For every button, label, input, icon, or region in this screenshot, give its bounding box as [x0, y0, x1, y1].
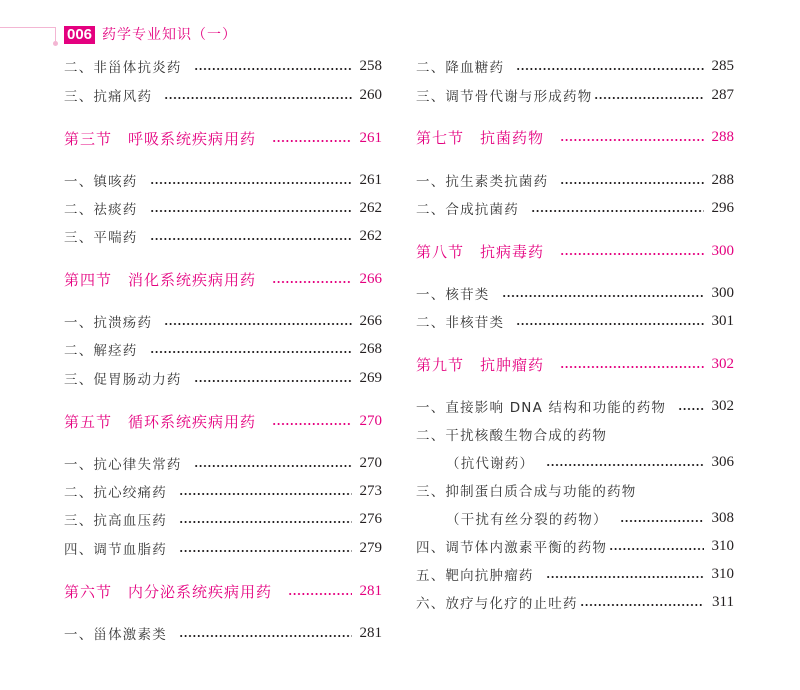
entry-title: 一、核苷类: [416, 287, 490, 303]
dot-leader: [272, 281, 352, 283]
entry-title: 五、靶向抗肿瘤药: [416, 568, 534, 584]
toc-entry[interactable]: [416, 395, 734, 417]
page-number: 285: [711, 57, 734, 74]
section-title: [416, 241, 544, 262]
entry-title: 六、放疗与化疗的止吐药: [416, 596, 578, 612]
toc-entry[interactable]: [416, 310, 734, 332]
page-number: 261: [359, 171, 382, 188]
toc-entry[interactable]: [64, 169, 382, 191]
entry-title: 三、抗痛风药: [64, 89, 153, 105]
dot-leader: [620, 520, 704, 522]
page-number: 258: [359, 57, 382, 74]
entry-title: 一、直接影响 DNA 结构和功能的药物: [416, 400, 667, 416]
entry-title: 一、镇咳药: [64, 174, 138, 190]
dot-leader: [516, 323, 704, 325]
page-number: 310: [711, 565, 734, 582]
section-title: [64, 581, 272, 602]
section-number: 第七节: [416, 128, 465, 147]
dot-leader: [272, 423, 352, 425]
entry-title: 二、降血糖药: [416, 60, 505, 76]
page-number: 268: [359, 340, 382, 357]
page-number: 287: [711, 86, 734, 103]
page-number: 260: [359, 86, 382, 103]
entry-title: 三、抗高血压药: [64, 513, 167, 529]
toc-entry[interactable]: [416, 591, 734, 613]
entry-title: 二、非甾体抗炎药: [64, 60, 182, 76]
page-number: 300: [711, 242, 734, 259]
dot-leader: [560, 253, 704, 255]
page-number-badge: 006: [64, 26, 95, 44]
toc-entry[interactable]: [416, 563, 734, 585]
dot-leader: [150, 238, 353, 240]
entry-title: 三、平喘药: [64, 230, 138, 246]
section-name: 呼吸系统疾病用药: [128, 129, 257, 148]
toc-entry[interactable]: [64, 508, 382, 530]
dot-leader: [194, 465, 352, 467]
entry-title: 三、调节骨代谢与形成药物: [416, 89, 593, 105]
header-rule-dot: [53, 41, 58, 46]
toc-entry[interactable]: [64, 537, 382, 559]
entry-title: 四、调节血脂药: [64, 542, 167, 558]
section-number: 第三节: [64, 129, 113, 148]
section-name: 内分泌系统疾病用药: [128, 582, 273, 601]
dot-leader: [164, 97, 352, 99]
toc-section-heading[interactable]: [64, 127, 382, 149]
entry-title: 一、抗溃疡药: [64, 315, 153, 331]
toc-entry[interactable]: [416, 169, 734, 191]
dot-leader: [502, 295, 705, 297]
dot-leader: [179, 550, 352, 552]
page-number: 276: [359, 510, 382, 527]
section-name: 抗肿瘤药: [480, 355, 545, 374]
toc-entry[interactable]: [64, 622, 382, 644]
toc-section-heading[interactable]: [64, 268, 382, 290]
toc-entry[interactable]: [64, 480, 382, 502]
header-rule: [0, 27, 55, 28]
section-title: [416, 127, 544, 148]
section-title: [64, 411, 256, 432]
dot-leader: [179, 521, 352, 523]
entry-title: 二、祛痰药: [64, 202, 138, 218]
page-number: 270: [359, 454, 382, 471]
section-name: 循环系统疾病用药: [128, 412, 257, 431]
page-number: 281: [359, 582, 382, 599]
dot-leader: [560, 139, 704, 141]
dot-leader: [272, 140, 352, 142]
page-number: 281: [359, 624, 382, 641]
dot-leader: [179, 493, 352, 495]
entry-title: 二、解痉药: [64, 343, 138, 359]
dot-leader: [678, 408, 704, 410]
toc-entry[interactable]: [416, 55, 734, 77]
dot-leader: [531, 210, 704, 212]
page-number: 302: [711, 397, 734, 414]
header-rule-vertical: [55, 27, 56, 42]
page-number: 296: [711, 199, 734, 216]
dot-leader: [194, 380, 352, 382]
page-number: 270: [359, 412, 382, 429]
toc-entry[interactable]: [64, 367, 382, 389]
book-title: 药学专业知识（一）: [102, 27, 237, 43]
dot-leader: [560, 182, 704, 184]
dot-leader: [164, 323, 352, 325]
section-number: 第九节: [416, 355, 465, 374]
toc-section-heading[interactable]: [64, 580, 382, 602]
toc-entry[interactable]: [416, 84, 734, 106]
dot-leader: [546, 464, 704, 466]
toc-entry[interactable]: [64, 452, 382, 474]
page-number: 306: [711, 453, 734, 470]
toc-entry[interactable]: [416, 507, 734, 529]
toc-entry[interactable]: [416, 197, 734, 219]
entry-title: 四、调节体内激素平衡的药物: [416, 540, 608, 556]
page-number: 279: [359, 539, 382, 556]
entry-title: 一、抗心律失常药: [64, 457, 182, 473]
page-number: 266: [359, 312, 382, 329]
toc-entry[interactable]: [416, 451, 734, 473]
toc-entry[interactable]: [64, 338, 382, 360]
dot-leader: [150, 210, 353, 212]
entry-title: 三、抑制蛋白质合成与功能的药物: [416, 484, 637, 500]
page-number: 300: [711, 284, 734, 301]
entry-title: （干扰有丝分裂的药物）: [446, 512, 608, 528]
dot-leader: [560, 366, 704, 368]
page-number: 301: [711, 312, 734, 329]
dot-leader: [609, 548, 704, 550]
entry-title: 二、抗心绞痛药: [64, 485, 167, 501]
page-number: 310: [711, 537, 734, 554]
page-number: 269: [359, 369, 382, 386]
entry-title: 三、促胃肠动力药: [64, 372, 182, 388]
toc-entry[interactable]: [416, 535, 734, 557]
entry-title: 二、合成抗菌药: [416, 202, 519, 218]
page-number: 288: [711, 128, 734, 145]
page-number: 266: [359, 270, 382, 287]
toc-entry[interactable]: [416, 479, 734, 501]
page-number: 261: [359, 129, 382, 146]
dot-leader: [150, 351, 353, 353]
section-title: [64, 128, 256, 149]
page-number: 311: [712, 593, 734, 610]
toc-entry[interactable]: [64, 225, 382, 247]
dot-leader: [580, 604, 704, 606]
page-number: 308: [711, 509, 734, 526]
section-number: 第五节: [64, 412, 113, 431]
dot-leader: [288, 593, 352, 595]
entry-title: 一、抗生素类抗菌药: [416, 174, 549, 190]
page-number: 262: [359, 199, 382, 216]
dot-leader: [516, 68, 704, 70]
dot-leader: [194, 68, 352, 70]
section-number: 第六节: [64, 582, 113, 601]
page-number: 288: [711, 171, 734, 188]
dot-leader: [546, 576, 704, 578]
page-number: 273: [359, 482, 382, 499]
section-name: 消化系统疾病用药: [128, 270, 257, 289]
toc-entry[interactable]: [64, 197, 382, 219]
section-number: 第八节: [416, 242, 465, 261]
toc-entry[interactable]: [416, 423, 734, 445]
toc-entry[interactable]: [64, 310, 382, 332]
entry-title: 二、干扰核酸生物合成的药物: [416, 428, 608, 444]
toc-entry[interactable]: [416, 282, 734, 304]
toc-section-heading[interactable]: [416, 353, 734, 375]
section-title: [416, 354, 544, 375]
toc-entry[interactable]: [64, 84, 382, 106]
toc-section-heading[interactable]: [416, 240, 734, 262]
dot-leader: [150, 182, 353, 184]
toc-section-heading[interactable]: [64, 410, 382, 432]
entry-title: 二、非核苷类: [416, 315, 505, 331]
section-name: 抗菌药物: [480, 128, 545, 147]
section-name: 抗病毒药: [480, 242, 545, 261]
entry-title: （抗代谢药）: [446, 456, 535, 472]
page-number: 262: [359, 227, 382, 244]
section-number: 第四节: [64, 270, 113, 289]
dot-leader: [594, 97, 704, 99]
toc-entry[interactable]: [64, 55, 382, 77]
dot-leader: [179, 635, 352, 637]
section-title: [64, 269, 256, 290]
toc-section-heading[interactable]: [416, 126, 734, 148]
entry-title: 一、甾体激素类: [64, 627, 167, 643]
page-number: 302: [711, 355, 734, 372]
